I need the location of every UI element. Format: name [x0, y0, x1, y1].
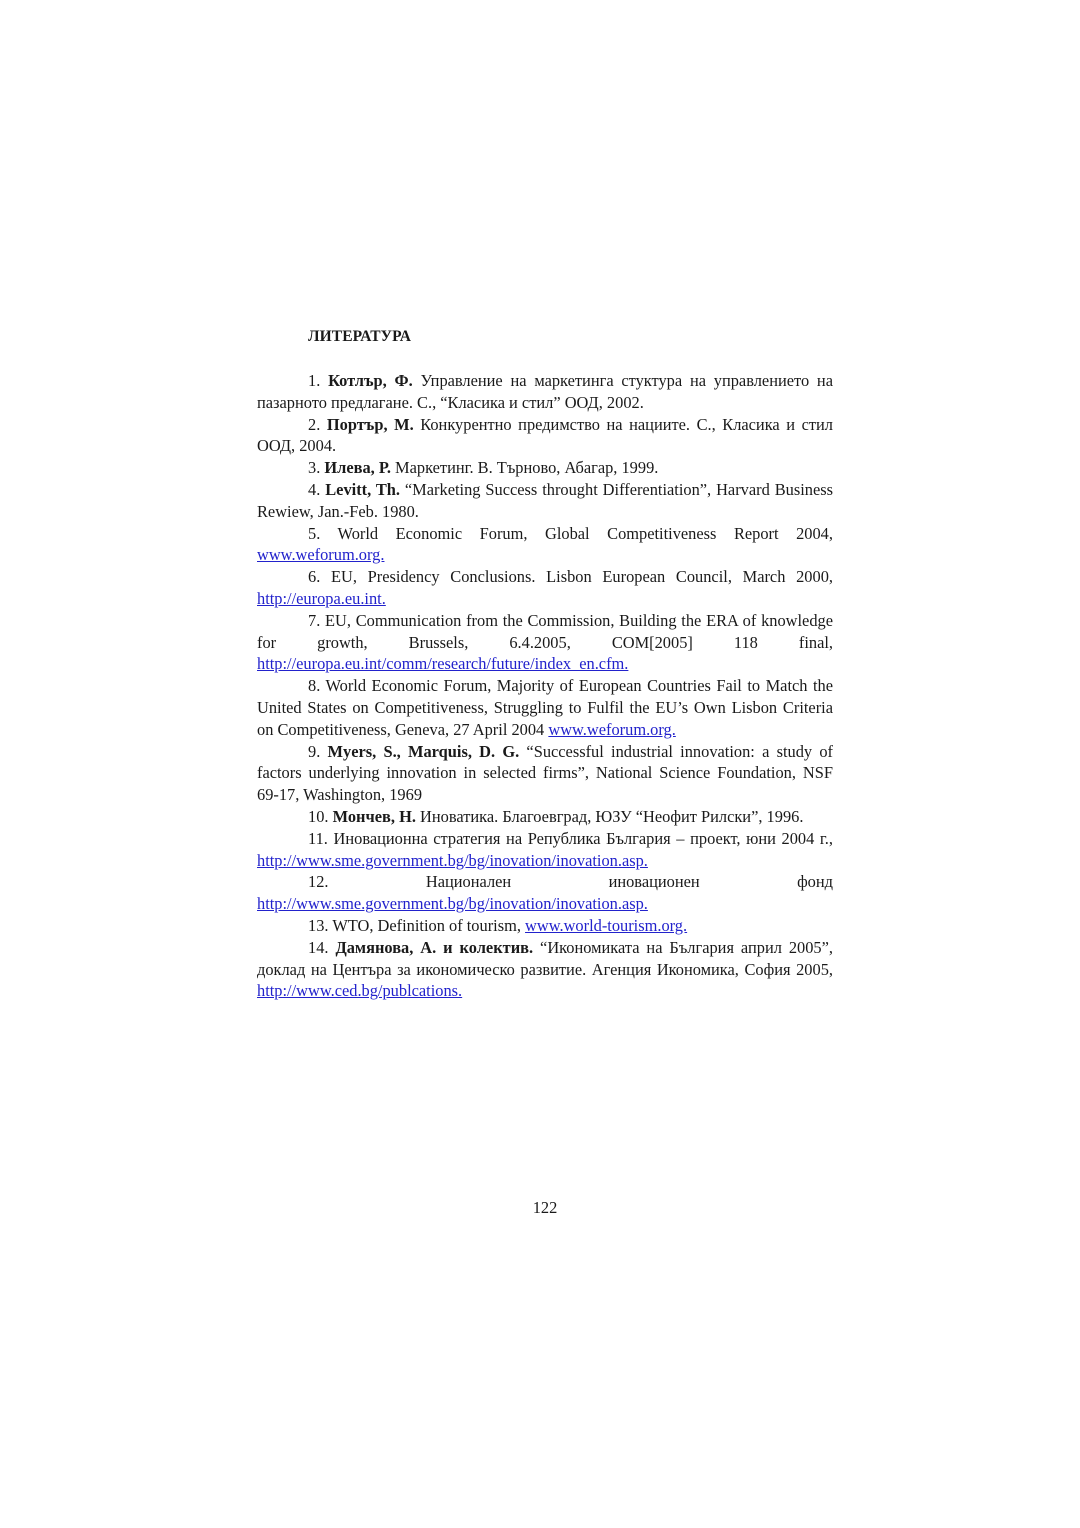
reference-number: 10.: [308, 806, 329, 826]
reference-text: “Икономиката на България април 2005”, доклад на Центъра за икономическо развитие. Агенция Икономика, София 2005,: [257, 937, 833, 979]
section-heading: ЛИТЕРАТУРА: [308, 328, 411, 345]
reference-text: Национален иновационен фонд: [425, 872, 833, 892]
reference-author: Илева, Р.: [324, 458, 391, 478]
page-number: 122: [532, 1198, 558, 1217]
bibliography-section: [257, 326, 833, 1002]
reference-link[interactable]: http://europa.eu.int/comm/research/future/index_en.cfm.: [257, 654, 629, 674]
reference-item: [257, 479, 833, 523]
reference-list: [257, 370, 833, 1002]
reference-number: 4.: [308, 479, 321, 499]
reference-text: “Successful industrial innovation: a study of factors underlying innovation in selected firms”, National Science Foundation, NSF 69-17, Washington, 1969: [257, 741, 833, 805]
reference-author: Дамянова, А. и колектив.: [335, 937, 534, 957]
reference-item: [257, 523, 833, 567]
reference-item: [257, 828, 833, 872]
reference-author: Myers, S., Marquis, D. G.: [327, 741, 520, 761]
reference-item: [257, 806, 833, 828]
reference-item: [257, 937, 833, 1002]
reference-author: Мончев, Н.: [332, 806, 416, 826]
reference-text: “Marketing Success throught Differentiation”, Harvard Business Rewiew, Jan.-Feb. 1980.: [257, 479, 833, 521]
reference-link[interactable]: http://europa.eu.int.: [257, 588, 386, 608]
reference-link[interactable]: www.world-tourism.org.: [525, 915, 688, 935]
reference-author: Котлър, Ф.: [328, 371, 413, 390]
reference-link[interactable]: http://www.sme.government.bg/bg/inovation/inovation.asp.: [257, 894, 648, 914]
reference-text: WTO, Definition of tourism,: [332, 915, 526, 935]
reference-number: 13.: [308, 915, 329, 935]
reference-text: EU, Communication from the Commission, Building the ERA of knowledge for growth, Brussels, 6.4.2005, COM[2005] 118 final,: [257, 610, 833, 652]
reference-text: World Economic Forum, Global Competitiveness Report 2004,: [337, 523, 833, 543]
reference-number: 8.: [308, 676, 321, 696]
reference-text: World Economic Forum, Majority of European Countries Fail to Match the United States on Competitiveness, Struggling to Fulfil the EU’s Own Lisbon Criteria on Competitiveness, Geneva, 27 April 2004: [257, 676, 833, 739]
reference-link[interactable]: www.weforum.org.: [257, 545, 385, 565]
reference-author: Levitt, Th.: [325, 479, 400, 499]
reference-item: [257, 915, 833, 937]
reference-item: [257, 675, 833, 740]
reference-author: Портър, М.: [326, 414, 414, 434]
reference-item: [257, 871, 833, 915]
reference-item: [257, 741, 833, 806]
reference-number: 2.: [308, 414, 321, 434]
reference-number: 5.: [308, 523, 321, 543]
reference-number: 3.: [308, 458, 321, 478]
reference-number: 14.: [308, 937, 329, 957]
reference-text: Маркетинг. В. Търново, Абагар, 1999.: [390, 458, 659, 478]
reference-item: [257, 370, 833, 414]
reference-item: [257, 414, 833, 458]
reference-item: [257, 457, 833, 479]
reference-text: Иновационна стратегия на Република България – проект, юни 2004 г.,: [333, 828, 833, 848]
reference-number: 12.: [308, 872, 329, 892]
reference-text: EU, Presidency Conclusions. Lisbon European Council, March 2000,: [331, 567, 833, 587]
reference-number: 6.: [308, 567, 321, 587]
reference-link[interactable]: http://www.ced.bg/publcations.: [257, 981, 463, 1001]
reference-text: Конкурентно предимство на нациите. С., Класика и стил ООД, 2004.: [257, 414, 833, 456]
reference-link[interactable]: http://www.sme.government.bg/bg/inovation/inovation.asp.: [257, 850, 648, 870]
reference-text: Управление на маркетинга стуктура на управлението на пазарното предлагане. С., “Класика и стил” ООД, 2002.: [257, 371, 833, 412]
reference-item: [257, 566, 833, 610]
reference-link[interactable]: www.weforum.org.: [548, 719, 676, 739]
reference-number: 7.: [308, 610, 321, 630]
reference-number: 9.: [308, 741, 321, 761]
reference-number: 11.: [308, 828, 328, 848]
reference-text: Иноватика. Благоевград, ЮЗУ “Неофит Рилски”, 1996.: [415, 806, 804, 826]
reference-item: [257, 610, 833, 675]
reference-number: 1.: [308, 371, 321, 390]
